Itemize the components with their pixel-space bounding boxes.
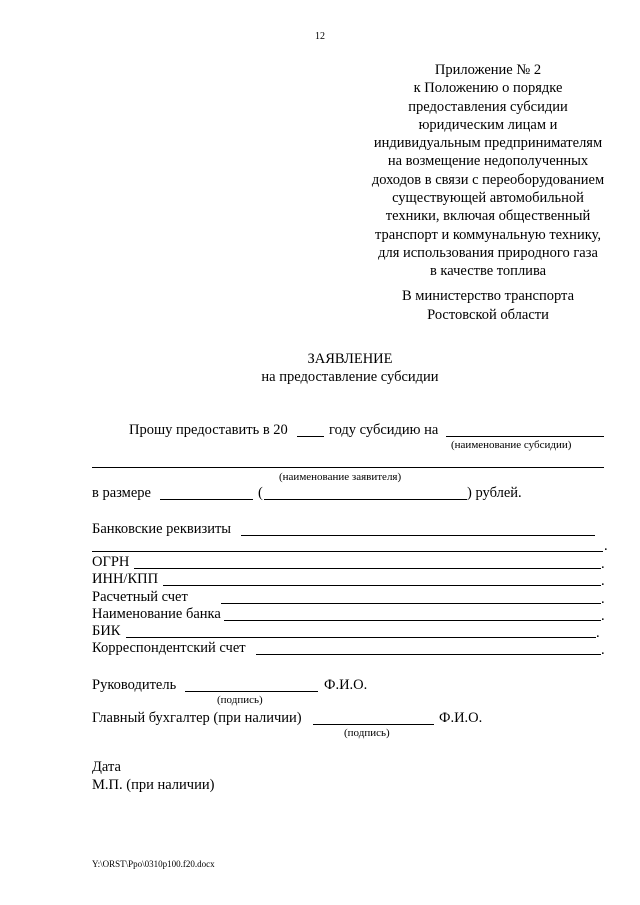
appendix-line: для использования природного газа xyxy=(378,244,598,261)
ogrn-label: ОГРН xyxy=(92,554,130,570)
year-field[interactable] xyxy=(297,436,324,437)
inn-field[interactable] xyxy=(163,585,601,586)
accountant-fio: Ф.И.О. xyxy=(439,710,483,726)
corr-account-field[interactable] xyxy=(256,654,601,655)
appendix-line: существующей автомобильной xyxy=(392,190,584,207)
amount-words-field[interactable] xyxy=(264,499,467,500)
appendix-line: транспорт и коммунальную технику, xyxy=(375,226,601,243)
appendix-header xyxy=(357,61,619,281)
period: . xyxy=(601,608,605,624)
document-subtitle: на предоставление субсидии xyxy=(261,369,439,385)
corr-account-label: Корреспондентский счет xyxy=(92,640,246,656)
period: . xyxy=(601,642,605,658)
appendix-line: Приложение № 2 xyxy=(434,62,542,78)
applicant-name-field[interactable] xyxy=(92,467,604,468)
addressee xyxy=(357,287,619,324)
request-middle: году субсидию на xyxy=(329,422,439,438)
document-title: ЗАЯВЛЕНИЕ xyxy=(307,351,393,367)
addressee-line: В министерство транспорта xyxy=(401,288,575,304)
bank-details-field[interactable] xyxy=(241,535,595,536)
amount-label: в размере xyxy=(92,485,151,501)
amount-close: ) рублей. xyxy=(467,485,522,501)
request-prefix: Прошу предоставить в 20 xyxy=(129,422,288,438)
subsidy-caption: (наименование субсидии) xyxy=(451,439,572,451)
period: . xyxy=(601,573,605,589)
stamp-label: М.П. (при наличии) xyxy=(92,777,215,793)
footer-file-path: Y:\ORST\Ppo\0310p100.f20.docx xyxy=(92,859,215,869)
appendix-line: техники, включая общественный xyxy=(385,208,591,225)
page-number: 12 xyxy=(315,31,325,42)
appendix-line: доходов в связи с переоборудованием xyxy=(371,171,605,188)
appendix-line: предоставления субсидии xyxy=(408,98,568,115)
period: . xyxy=(604,538,608,554)
accountant-signature-field[interactable] xyxy=(313,724,434,725)
head-fio: Ф.И.О. xyxy=(324,677,368,693)
account-field[interactable] xyxy=(221,603,601,604)
subsidy-name-field[interactable] xyxy=(446,436,604,437)
inn-label: ИНН/КПП xyxy=(92,571,159,587)
appendix-line: индивидуальным предпринимателям xyxy=(373,135,603,152)
bank-details-label: Банковские реквизиты xyxy=(92,521,232,537)
ogrn-field[interactable] xyxy=(134,568,601,569)
bik-label: БИК xyxy=(92,623,121,639)
amount-open-paren: ( xyxy=(258,485,263,501)
bik-field[interactable] xyxy=(126,637,596,638)
document-heading xyxy=(0,350,640,386)
period: . xyxy=(601,591,605,607)
date-label: Дата xyxy=(92,759,121,775)
head-signature-caption: (подпись) xyxy=(217,694,263,706)
accountant-label: Главный бухгалтер (при наличии) xyxy=(92,710,302,726)
bank-name-field[interactable] xyxy=(224,620,601,621)
addressee-line: Ростовской области xyxy=(427,306,549,323)
applicant-caption: (наименование заявителя) xyxy=(279,471,402,483)
appendix-line: к Положению о порядке xyxy=(413,80,563,97)
appendix-line: на возмещение недополученных xyxy=(387,153,589,170)
amount-digits-field[interactable] xyxy=(160,499,253,500)
head-label: Руководитель xyxy=(92,677,177,693)
bank-details-field-2[interactable] xyxy=(92,551,603,552)
appendix-line: юридическим лицам и xyxy=(418,116,558,133)
bank-name-label: Наименование банка xyxy=(92,606,221,622)
account-label: Расчетный счет xyxy=(92,589,188,605)
accountant-signature-caption: (подпись) xyxy=(344,727,390,739)
appendix-line: в качестве топлива xyxy=(429,263,547,280)
period: . xyxy=(601,556,605,572)
head-signature-field[interactable] xyxy=(185,691,318,692)
period: . xyxy=(596,625,600,641)
